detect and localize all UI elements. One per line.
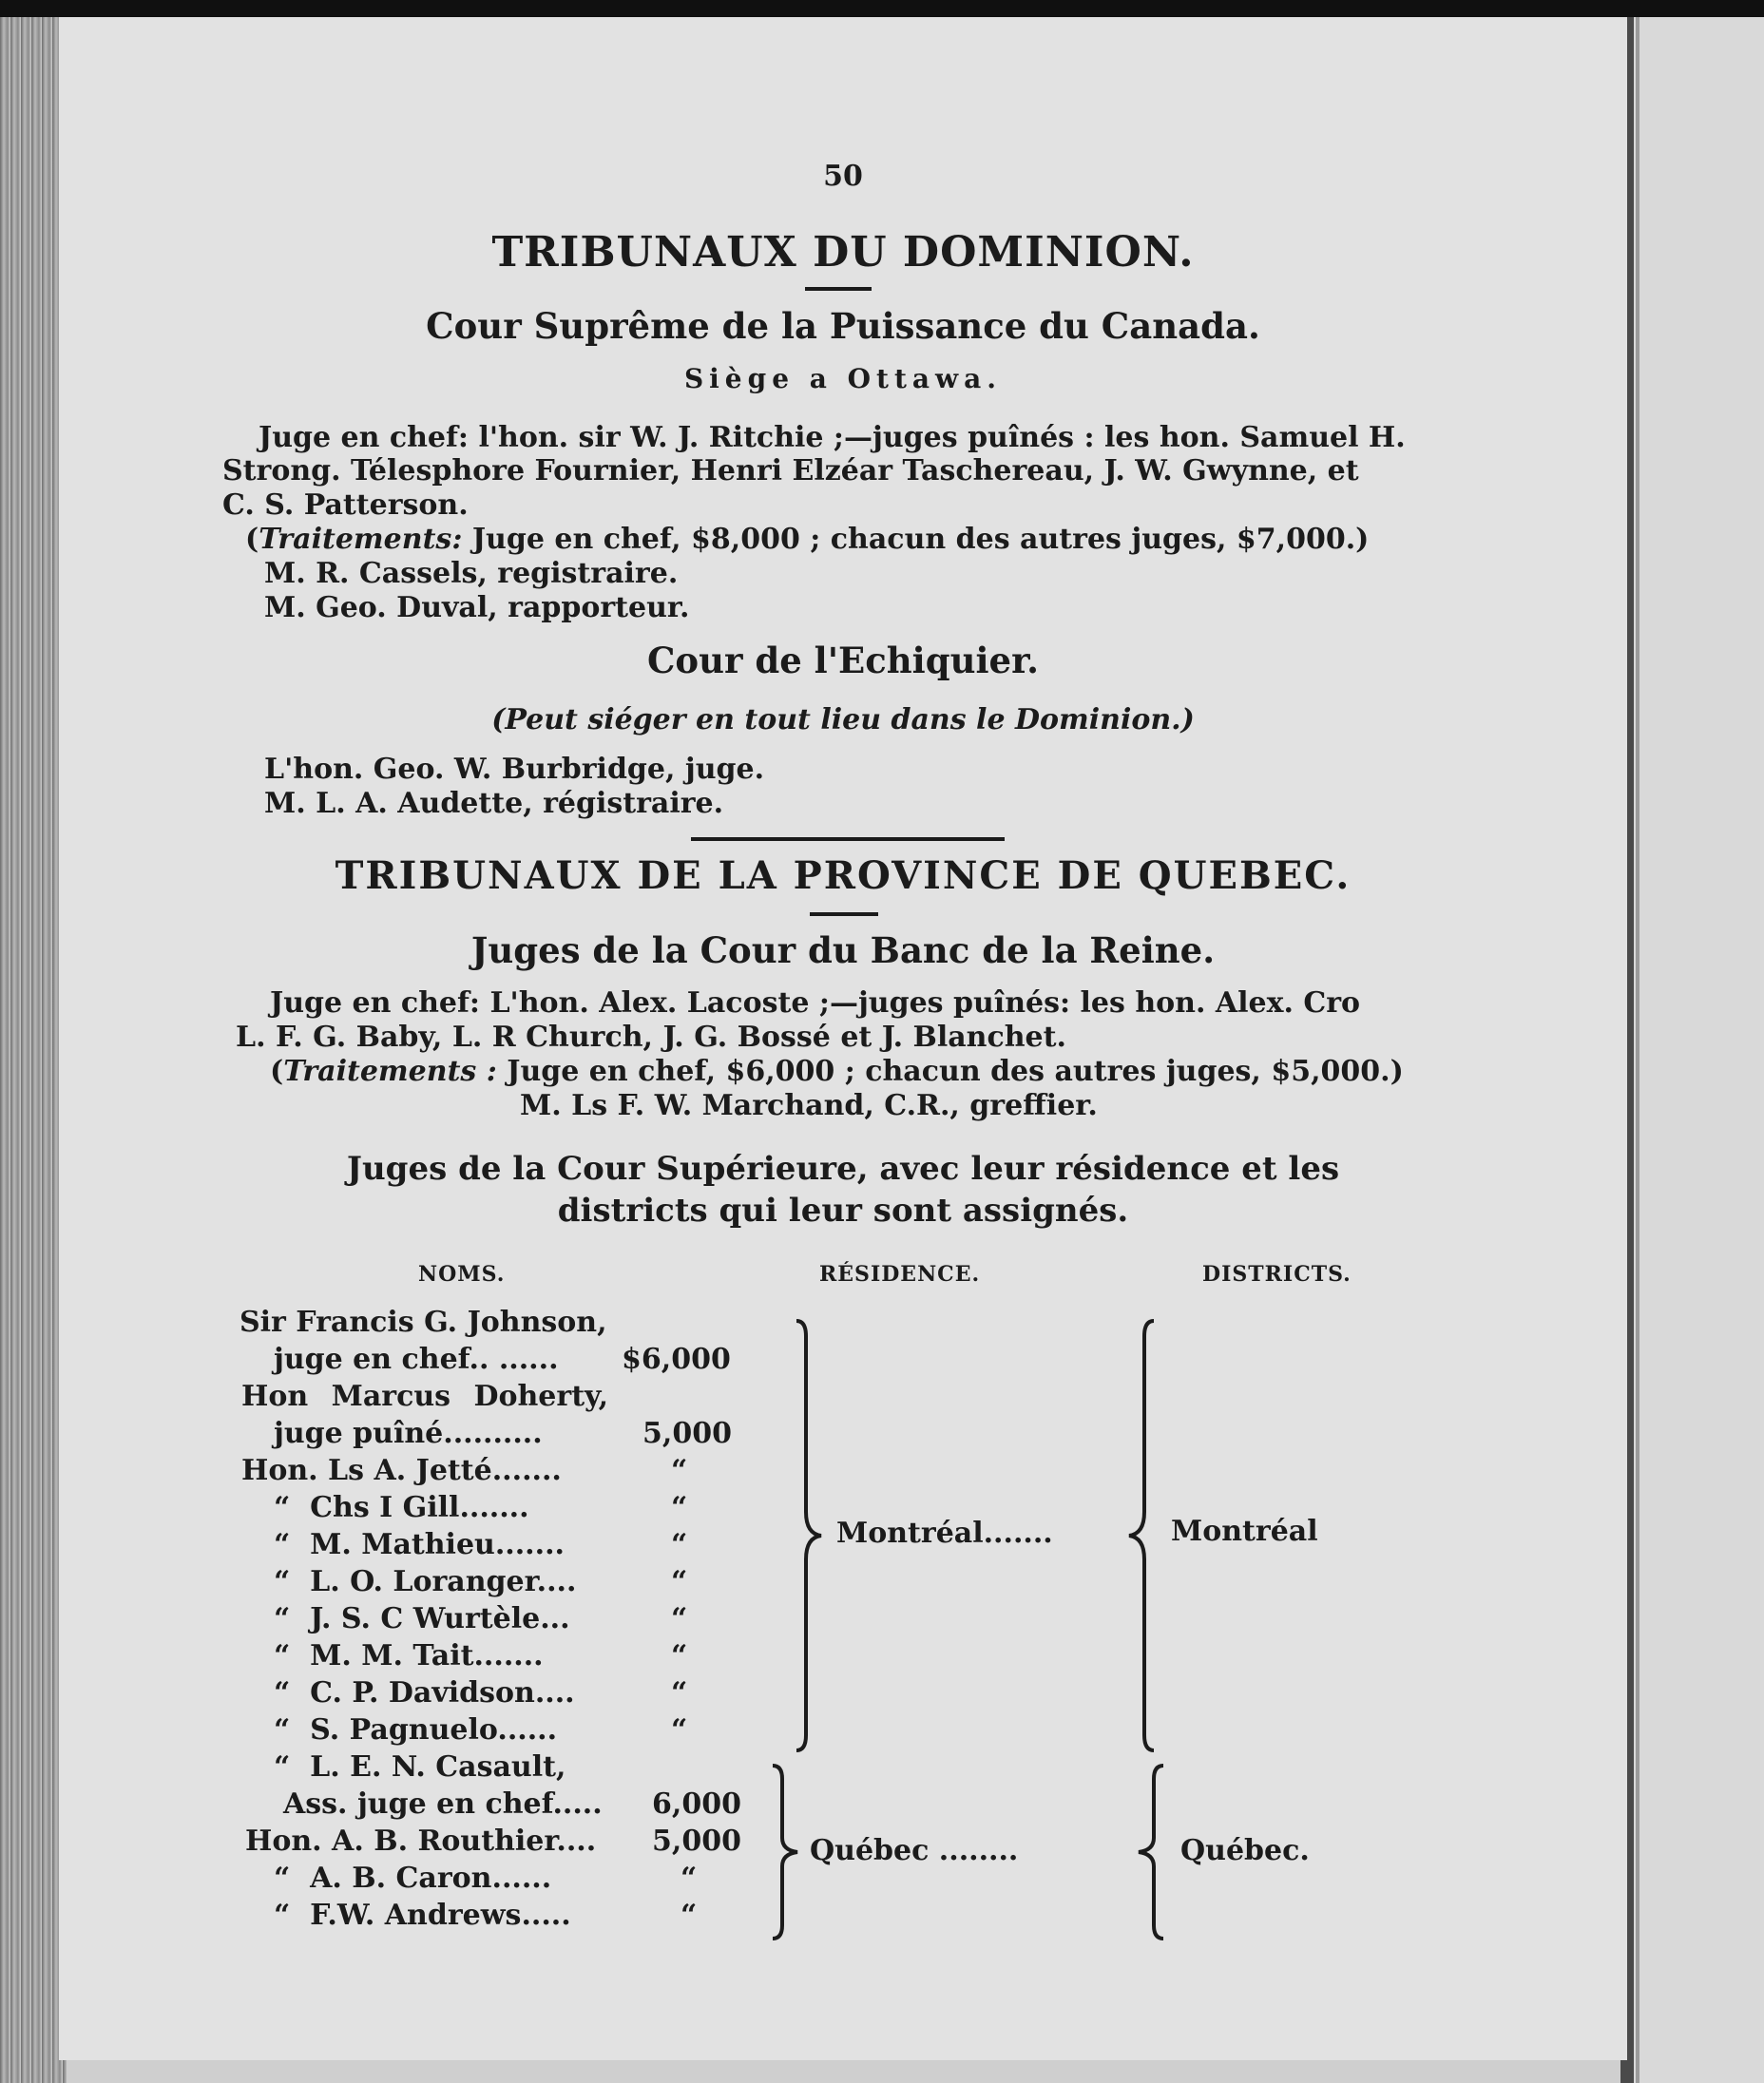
judge-name: Hon. Ls A. Jetté.......: [241, 1454, 562, 1487]
facing-page: [1634, 17, 1764, 2083]
judge-name: “ A. B. Caron......: [274, 1862, 552, 1895]
superior-title-line-1: Juges de la Cour Supérieure, avec leur résidence et les: [346, 1150, 1340, 1188]
ditto-mark: “: [671, 1565, 688, 1598]
quebec-names-brace: [767, 1762, 805, 1942]
montreal-residence-brace: [1122, 1317, 1160, 1754]
col-residence: RÉSIDENCE.: [819, 1262, 981, 1287]
judge-name: “ S. Pagnuelo......: [274, 1713, 558, 1747]
quebec-residence: Québec ........: [810, 1834, 1019, 1867]
page-edges: [0, 17, 67, 2083]
superior-title-line-2: districts qui leur sont assignés.: [557, 1192, 1129, 1230]
exchequer-registrar: M. L. A. Audette, régistraire.: [264, 787, 724, 820]
supreme-court-seat: Siège a Ottawa.: [683, 363, 1003, 394]
ditto-mark: “: [671, 1639, 688, 1672]
supreme-court-title: Cour Suprême de la Puissance du Canada.: [426, 305, 1260, 347]
judge-name: “ C. P. Davidson....: [274, 1676, 575, 1710]
scan-top-border: [0, 0, 1764, 17]
book-page: [59, 17, 1627, 2060]
salary-text: Juge en chef, $6,000 ; chacun des autres juges, $5,000.): [507, 1055, 1404, 1088]
salary-label: Traitements :: [283, 1055, 497, 1088]
judge-salary: $6,000: [622, 1343, 731, 1376]
ditto-mark: “: [681, 1899, 698, 1932]
judge-salary: 5,000: [642, 1417, 732, 1450]
salary-text: Juge en chef, $8,000 ; chacun des autres juges, $7,000.): [471, 523, 1370, 556]
quebec-residence-brace: [1131, 1762, 1169, 1942]
judge-salary: 5,000: [652, 1825, 741, 1858]
supreme-line-2: Strong. Télesphore Fournier, Henri Elzéar Taschereau, J. W. Gwynne, et: [222, 454, 1359, 487]
salary-label: Traitements:: [259, 523, 463, 556]
judge-name: juge en chef.. ......: [274, 1343, 559, 1376]
ditto-mark: “: [671, 1713, 688, 1747]
judge-name: “ L. O. Loranger....: [274, 1565, 577, 1598]
montreal-residence: Montréal.......: [836, 1517, 1053, 1550]
heading-rule-2: [810, 912, 878, 916]
dominion-heading: TRIBUNAUX DU DOMINION.: [491, 228, 1195, 277]
judge-name: “ F.W. Andrews.....: [274, 1899, 571, 1932]
judge-name: Sir Francis G. Johnson,: [240, 1306, 607, 1339]
supreme-line-3: C. S. Patterson.: [222, 488, 469, 522]
ditto-mark: “: [671, 1602, 688, 1635]
supreme-registrar: M. R. Cassels, registraire.: [264, 557, 679, 590]
queens-bench-salaries: (Traitements : Juge en chef, $6,000 ; chacun des autres juges, $5,000.): [270, 1055, 1404, 1088]
queens-bench-title: Juges de la Cour du Banc de la Reine.: [470, 929, 1216, 971]
judge-salary: 6,000: [652, 1787, 741, 1821]
judge-name: juge puîné..........: [274, 1417, 543, 1450]
col-districts: DISTRICTS.: [1202, 1262, 1352, 1287]
exchequer-title: Cour de l'Echiquier.: [646, 640, 1040, 681]
ditto-mark: “: [671, 1528, 688, 1561]
page-number: 50: [823, 160, 863, 193]
exchequer-note: (Peut siéger en tout lieu dans le Dominion.): [491, 703, 1195, 736]
quebec-district: Québec.: [1180, 1834, 1310, 1867]
col-names: NOMS.: [418, 1262, 506, 1287]
ditto-mark: “: [671, 1491, 688, 1524]
judge-name: Ass. juge en chef.....: [283, 1787, 603, 1821]
section-separator: [691, 837, 1005, 841]
montreal-district: Montréal: [1171, 1515, 1318, 1548]
ditto-mark: “: [671, 1676, 688, 1710]
judge-name: “ J. S. C Wurtèle...: [274, 1602, 570, 1635]
supreme-line-1: Juge en chef: l'hon. sir W. J. Ritchie ;—juges puînés : les hon. Samuel H.: [259, 421, 1406, 454]
ditto-mark: “: [671, 1454, 688, 1487]
quebec-heading: TRIBUNAUX DE LA PROVINCE DE QUEBEC.: [335, 853, 1352, 898]
judge-name: “ M. Mathieu.......: [274, 1528, 565, 1561]
judge-name: “ L. E. N. Casault,: [274, 1750, 566, 1784]
queens-bench-clerk: M. Ls F. W. Marchand, C.R., greffier.: [520, 1089, 1098, 1122]
judge-name: “ Chs I Gill.......: [274, 1491, 529, 1524]
ditto-mark: “: [681, 1862, 698, 1895]
supreme-reporter: M. Geo. Duval, rapporteur.: [264, 591, 690, 624]
montreal-names-brace: [791, 1317, 829, 1754]
judge-name: Hon. A. B. Routhier....: [245, 1825, 597, 1858]
judge-name: Hon Marcus Doherty,: [241, 1380, 609, 1413]
queens-bench-line-1: Juge en chef: L'hon. Alex. Lacoste ;—juges puînés: les hon. Alex. Cro: [270, 986, 1361, 1020]
heading-rule: [805, 287, 872, 291]
judge-name: “ M. M. Tait.......: [274, 1639, 544, 1672]
supreme-salaries: (Traitements: Juge en chef, $8,000 ; chacun des autres juges, $7,000.): [245, 523, 1370, 556]
superior-court-title: [59, 1148, 1627, 1232]
exchequer-judge: L'hon. Geo. W. Burbridge, juge.: [264, 753, 765, 786]
queens-bench-line-2: L. F. G. Baby, L. R Church, J. G. Bossé et J. Blanchet.: [236, 1021, 1066, 1054]
